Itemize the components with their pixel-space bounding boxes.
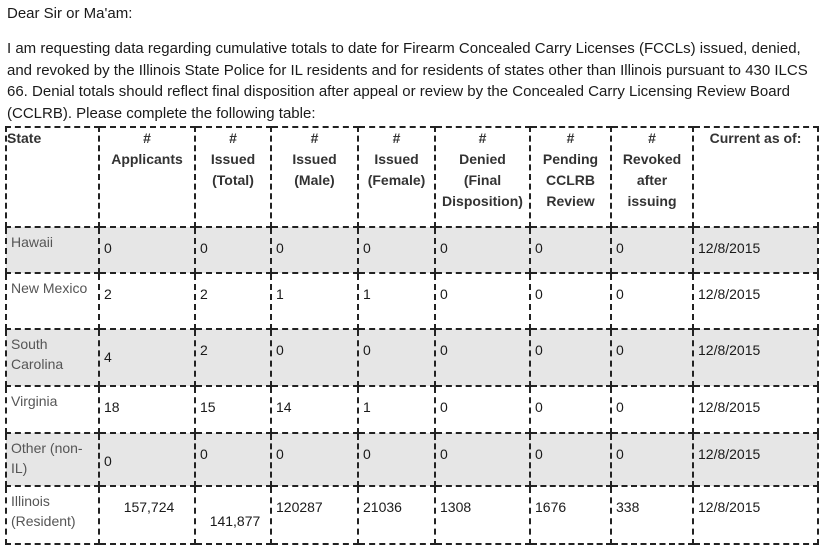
pending-value: 0	[535, 342, 543, 358]
denied-value: 0	[440, 240, 448, 256]
issued-male-value: 1	[276, 286, 284, 302]
applicants-value: 2	[104, 286, 112, 302]
issued-total-value: 0	[200, 446, 208, 462]
table-row	[6, 329, 818, 386]
table-row	[6, 486, 818, 544]
issued-male-value: 120287	[276, 499, 323, 515]
pending-value: 0	[535, 240, 543, 256]
issued-total-value: 2	[200, 286, 208, 302]
issued-total-value: 0	[200, 240, 208, 256]
denied-value: 0	[440, 399, 448, 415]
as-of-value: 12/8/2015	[698, 446, 761, 462]
denied-value: 1308	[440, 499, 472, 515]
state-name: Virginia	[11, 393, 58, 409]
applicants-value: 4	[104, 349, 112, 365]
as-of-value: 12/8/2015	[698, 499, 761, 515]
revoked-value: 0	[616, 446, 624, 462]
state-name: Hawaii	[11, 234, 54, 250]
state-name: Other (non-IL)	[11, 440, 83, 476]
header-row	[6, 127, 818, 227]
denied-value: 0	[440, 286, 448, 302]
state-name: New Mexico	[11, 280, 88, 296]
table-row	[6, 273, 818, 329]
header-pending: # Pending CCLRB Review	[530, 127, 611, 227]
revoked-value: 338	[616, 499, 640, 515]
as-of-value: 12/8/2015	[698, 240, 761, 256]
state-name: Illinois (Resident)	[11, 493, 76, 529]
header-revoked: # Revoked after issuing	[611, 127, 693, 227]
table-row	[6, 227, 818, 273]
header-current-as-of: Current as of:	[693, 127, 818, 227]
denied-value: 0	[440, 342, 448, 358]
issued-total-value: 141,877	[209, 513, 261, 529]
applicants-value: 0	[104, 453, 112, 469]
applicants-value: 18	[104, 399, 120, 415]
header-issued-total: # Issued (Total)	[195, 127, 271, 227]
intro-paragraph: I am requesting data regarding cumulative totals to date for Firearm Concealed Carry Licenses (FCCLs) issued, denied, and revoked by the Illinois State Police for IL residents and for residents of states other than Illinois pursuant to 430 ILCS 66. Denial totals should reflect final disposition after appeal or review by the Concealed Carry Licensing Review Board (CCLRB). Please complete the following table:	[7, 40, 808, 122]
issued-male-value: 0	[276, 342, 284, 358]
pending-value: 0	[535, 286, 543, 302]
table-row	[6, 433, 818, 486]
header-denied: # Denied (Final Disposition)	[435, 127, 530, 227]
header-issued-female: # Issued (Female)	[358, 127, 435, 227]
fccl-data-table	[5, 126, 819, 545]
as-of-value: 12/8/2015	[698, 342, 761, 358]
revoked-value: 0	[616, 286, 624, 302]
table-row	[6, 386, 818, 433]
as-of-value: 12/8/2015	[698, 399, 761, 415]
issued-female-value: 21036	[363, 499, 402, 515]
issued-female-value: 0	[363, 446, 371, 462]
revoked-value: 0	[616, 399, 624, 415]
applicants-value: 0	[104, 240, 112, 256]
state-name: South Carolina	[11, 336, 64, 372]
revoked-value: 0	[616, 240, 624, 256]
issued-female-value: 0	[363, 342, 371, 358]
pending-value: 1676	[535, 499, 567, 515]
denied-value: 0	[440, 446, 448, 462]
applicants-value: 157,724	[123, 499, 175, 515]
header-applicants: # Applicants	[99, 127, 195, 227]
pending-value: 0	[535, 446, 543, 462]
revoked-value: 0	[616, 342, 624, 358]
issued-male-value: 0	[276, 240, 284, 256]
issued-total-value: 2	[200, 342, 208, 358]
issued-female-value: 0	[363, 240, 371, 256]
header-state: State	[6, 127, 99, 227]
issued-female-value: 1	[363, 286, 371, 302]
issued-male-value: 0	[276, 446, 284, 462]
issued-female-value: 1	[363, 399, 371, 415]
pending-value: 0	[535, 399, 543, 415]
as-of-value: 12/8/2015	[698, 286, 761, 302]
issued-total-value: 15	[200, 399, 216, 415]
header-issued-male: # Issued (Male)	[271, 127, 358, 227]
salutation: Dear Sir or Ma'am:	[7, 5, 133, 22]
issued-male-value: 14	[276, 399, 292, 415]
